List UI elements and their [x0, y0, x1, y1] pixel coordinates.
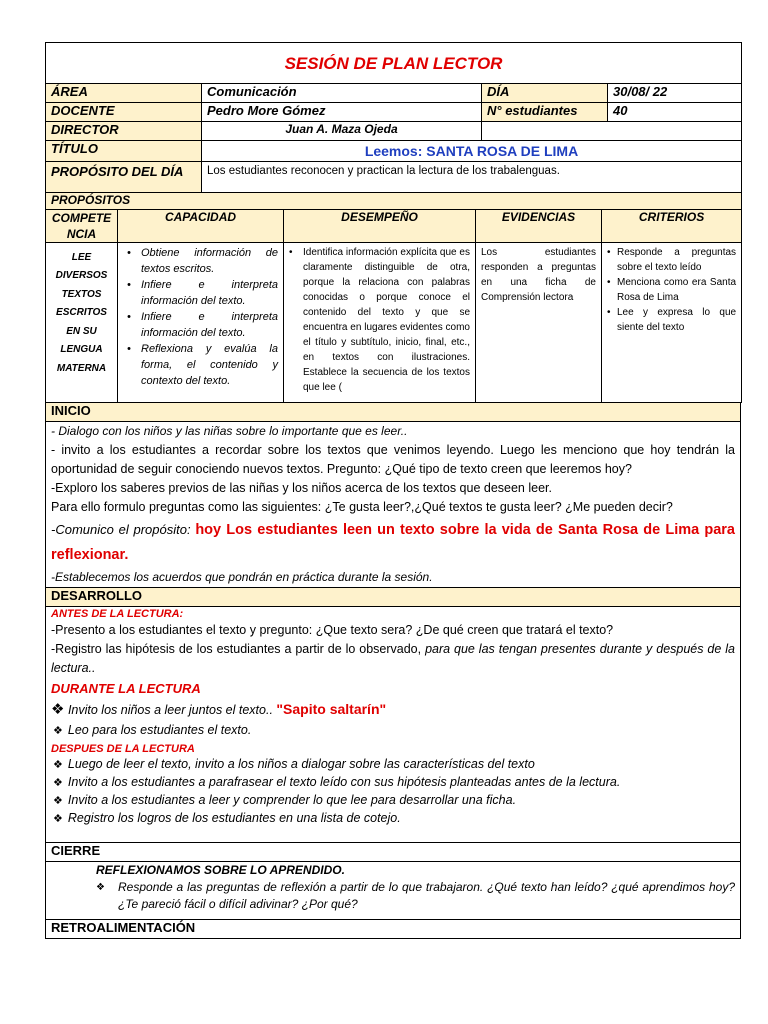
- info-table: [45, 42, 742, 193]
- competencia-line: EN SU: [66, 325, 97, 337]
- antes-line: -Registro las hipótesis de los estudiantes a partir de lo observado, para que las tengan presentes durante y después de la lectura..: [51, 641, 736, 675]
- durante-line: ❖ Leo para los estudiantes el texto.: [53, 722, 252, 737]
- diamond-icon: ❖: [96, 881, 105, 893]
- bullet-icon: •: [127, 278, 131, 291]
- docente-label: DOCENTE: [46, 103, 202, 122]
- docente-value: Pedro More Gómez: [202, 103, 482, 122]
- header-competencia: COMPETE NCIA: [46, 209, 118, 242]
- diamond-icon: ❖: [53, 812, 63, 825]
- competencia-line: LENGUA: [60, 344, 103, 355]
- despues-label: DESPUES DE LA LECTURA: [51, 742, 195, 755]
- competencia-line: ESCRITOS: [56, 307, 107, 318]
- director-blank: [482, 122, 742, 141]
- bullet-icon: •: [127, 246, 131, 259]
- nest-value: 40: [608, 103, 742, 122]
- bullet-icon: •: [607, 306, 611, 318]
- criterios-cell: [602, 242, 742, 402]
- competencia-line: DIVERSOS: [55, 270, 108, 281]
- capacidad-item: • Obtiene información de textos escritos.: [127, 246, 278, 275]
- header-criterios: CRITERIOS: [602, 209, 742, 242]
- propositos-table: [45, 193, 742, 403]
- competencia-cell: [46, 242, 118, 402]
- titulo-value: Leemos: SANTA ROSA DE LIMA: [202, 141, 742, 162]
- cierre-content: [46, 861, 741, 919]
- despues-item: ❖ Invito a los estudiantes a leer y comprender lo que lee para desarrollar una ficha.: [53, 792, 517, 807]
- capacidad-item: • Reflexiona y evalúa la forma, el contenido y contexto del texto.: [127, 342, 278, 387]
- inicio-line: - Dialogo con los niños y las niñas sobre lo importante que es leer..: [51, 423, 408, 438]
- inicio-content: [46, 421, 741, 587]
- inicio-line: Para ello formulo preguntas como las siguientes: ¿Te gusta leer?,¿Qué textos te gusta leer? ¿Me pueden decir?: [51, 499, 673, 514]
- inicio-line: -Establecemos los acuerdos que pondrán en práctica durante la sesión.: [51, 569, 433, 584]
- director-value: Juan A. Maza Ojeda: [202, 122, 482, 141]
- cierre-heading: REFLEXIONAMOS SOBRE LO APRENDIDO.: [96, 862, 345, 877]
- inicio-line: -Exploro los saberes previos de las niñas y los niños acerca de los textos que deseen leer.: [51, 480, 552, 495]
- desarrollo-content: [46, 606, 741, 842]
- inicio-proposito-text: hoy Los estudiantes leen un texto sobre la vida de Santa Rosa de Lima para reflexionar.: [51, 521, 735, 563]
- titulo-label: TÍTULO: [46, 141, 202, 162]
- criterio-item: • Lee y expresa lo que siente del texto: [607, 306, 737, 333]
- diamond-icon: ❖: [53, 724, 63, 737]
- competencia-line: LEE: [71, 251, 92, 263]
- cierre-label: CIERRE: [46, 842, 741, 861]
- capacidad-item: • Infiere e interpreta información del texto.: [127, 278, 278, 307]
- inicio-proposito: [51, 517, 735, 568]
- despues-item: ❖ Invito a los estudiantes a parafrasear el texto leído con sus hipótesis planteadas antes de la lectura.: [53, 774, 621, 789]
- competencia-line: TEXTOS: [61, 288, 102, 300]
- secuencia-table: [45, 403, 741, 939]
- cierre-item: ❖ Responde a las preguntas de reflexión a partir de lo que trabajaron. ¿Qué texto han leído? ¿qué aprendimos hoy? ¿Te pareció fácil o difícil adivinar? ¿Por qué?: [96, 879, 735, 911]
- criterio-item: • Responde a preguntas sobre el texto leído: [607, 246, 737, 273]
- diamond-icon: ❖: [53, 776, 63, 789]
- desarrollo-label: DESARROLLO: [46, 587, 741, 606]
- dia-value: 30/08/ 22: [608, 84, 742, 103]
- story-title: "Sapito saltarín": [276, 700, 387, 717]
- director-label: DIRECTOR: [46, 122, 202, 141]
- diamond-icon: ❖: [53, 758, 63, 771]
- proposito-label: PROPÓSITO DEL DÍA: [46, 162, 202, 193]
- diamond-icon: ❖: [53, 794, 63, 807]
- propositos-label: PROPÓSITOS: [46, 193, 742, 209]
- header-evidencias: EVIDENCIAS: [476, 209, 602, 242]
- bullet-icon: •: [607, 276, 611, 288]
- nest-label: N° estudiantes: [482, 103, 608, 122]
- evidencias-cell: Los estudiantes responden a preguntas en una ficha de Comprensión lectora: [476, 242, 602, 402]
- bullet-icon: •: [127, 342, 131, 355]
- antes-line: -Presento a los estudiantes el texto y pregunto: ¿Que texto sera? ¿De qué creen que tratará el texto?: [51, 622, 614, 637]
- header-desempeno: DESEMPEÑO: [284, 209, 476, 242]
- diamond-icon: ❖: [51, 700, 65, 718]
- retro-label: RETROALIMENTACIÓN: [46, 919, 741, 938]
- dia-label: DÍA: [482, 84, 608, 103]
- inicio-proposito-label: -Comunico el propósito:: [51, 521, 196, 537]
- header-capacidad: CAPACIDAD: [118, 209, 284, 242]
- durante-label: DURANTE LA LECTURA: [51, 680, 201, 696]
- bullet-icon: •: [127, 310, 131, 323]
- desempeno-list: [289, 245, 470, 395]
- criterio-item: • Menciona como era Santa Rosa de Lima: [607, 276, 737, 303]
- inicio-line: - invito a los estudiantes a recordar sobre los textos que venimos leyendo. Luego les menciono que hoy tendrán la oportunidad de seguir conociendo nuevos textos. Pregunto: ¿Qué tipo de texto creen que leeremos hoy?: [51, 442, 735, 476]
- antes-label: ANTES DE LA LECTURA:: [51, 607, 184, 620]
- capacidad-list: [123, 245, 278, 389]
- criterios-list: [607, 245, 736, 335]
- bullet-icon: •: [289, 246, 293, 258]
- despues-item: ❖ Luego de leer el texto, invito a los niños a dialogar sobre las características del texto: [53, 756, 535, 771]
- document-title: SESIÓN DE PLAN LECTOR: [46, 43, 742, 84]
- desempeno-cell: [284, 242, 476, 402]
- proposito-value: Los estudiantes reconocen y practican la lectura de los trabalenguas.: [202, 162, 742, 193]
- plan-lector-document: [45, 42, 741, 939]
- competencia-line: MATERNA: [56, 362, 107, 374]
- despues-item: ❖ Registro los logros de los estudiantes en una lista de cotejo.: [53, 810, 401, 825]
- durante-line: ❖ Invito los niños a leer juntos el texto.. "Sapito saltarín": [51, 700, 387, 718]
- capacidad-cell: [118, 242, 284, 402]
- inicio-label: INICIO: [46, 403, 741, 422]
- bullet-icon: •: [607, 246, 611, 258]
- desempeno-item: • Identifica información explícita que es claramente distinguible de otra, porque la relaciona con palabras conocidas o porque conoce el contenido del texto y que se encuentra en lugares evidentes como el título y subtítulo, inicio, final, etc., en textos con ilustraciones. Establece la secuencia de los textos que lee (: [289, 246, 470, 393]
- area-value: Comunicación: [202, 84, 482, 103]
- capacidad-item: • Infiere e interpreta información del texto.: [127, 310, 278, 339]
- area-label: ÁREA: [46, 84, 202, 103]
